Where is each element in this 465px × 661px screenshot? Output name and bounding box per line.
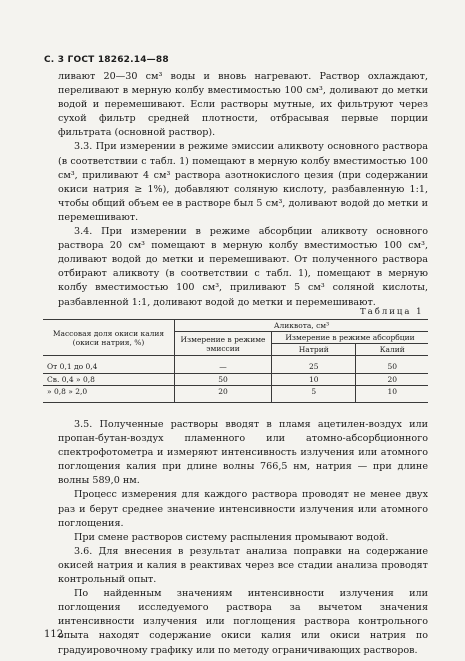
paragraph-measurement-repeat: Процесс измерения для каждого раствора проводят не менее двух раз и берут среднее значение интенсивности излучения или атомного поглощения. (58, 489, 428, 529)
col-header-aliquot: Аликвота, см³ (175, 320, 429, 332)
paragraph-continuation: ливают 20—30 см³ воды и вновь нагревают. Раствор охлаждают, переливают в мерную колбу вместимостью 100 см³, доливают до метки водой и перемешивают. Если растворы мутные, их фильтруют через сухой фильтр средней плотности, отбрасывая первые порции фильтрата (основной раствор). (58, 71, 428, 139)
text-block-top (58, 70, 428, 310)
table-row (43, 386, 428, 403)
paragraph-3-3: 3.3. При измерении в режиме эмиссии аликвоту основного раствора (в соответствии с табл. 1) помещают в мерную колбу вместимостью 100 см³, приливают 4 см³ раствора азотнокислого цезия (при содержании окиси натрия ≥ 1%), добавляют соляную кислоту, разбавленную 1:1, чтобы общий объем ее в растворе был 5 см³, доливают водой до метки и перемешивают. (58, 141, 428, 223)
cell-range: От 0,1 до 0,4 (43, 356, 175, 374)
table-row (43, 356, 428, 374)
cell-range: » 0,8 » 2,0 (43, 386, 175, 403)
paragraph-rinse: При смене растворов систему распыления промывают водой. (74, 531, 389, 543)
cell-sodium: 10 (272, 373, 356, 386)
cell-potassium: 10 (356, 386, 428, 403)
table-caption: Таблица 1 (360, 307, 424, 317)
cell-range: Св. 0,4 » 0,8 (43, 373, 175, 386)
col-header-emission: Измерение в режиме эмиссии (175, 332, 272, 356)
paragraph-calculation: По найденным значениям интенсивности излучения или поглощения исследуемого раствора за вычетом значения интенсивности излучения или поглощения раствора контрольного опыта находят содержание окиси калия или окиси натрия по градуировочному графику или по методу ограничивающих растворов. (58, 588, 428, 656)
page-header: С. 3 ГОСТ 18262.14—88 (44, 55, 169, 65)
cell-potassium: 20 (356, 373, 428, 386)
text-block-bottom (58, 418, 428, 658)
cell-emission: 50 (175, 373, 272, 386)
col-header-mass-fraction: Массовая доля окиси калия (окиси натрия, %) (43, 320, 175, 356)
paragraph-3-6: 3.6. Для внесения в результат анализа поправки на содержание окисей натрия и калия в реактивах через все стадии анализа проводят контрольный опыт. (58, 545, 428, 586)
cell-sodium: 25 (272, 356, 356, 374)
paragraph-3-5: 3.5. Полученные растворы вводят в пламя ацетилен-воздух или пропан-бутан-воздух пламенного или атомно-абсорбционного спектрофотометра и измеряют интенсивность излучения или атомного поглощения калия при длине волны 766,5 нм, натрия — при длине волны 589,0 нм. (58, 419, 428, 487)
paragraph-3-4: 3.4. При измерении в режиме абсорбции аликвоту основного раствора 20 см³ помещают в мерную колбу вместимостью 100 см³, доливают водой до метки и перемешивают. От полученного раствора отбирают аликвоту (в соответствии с табл. 1), помещают в мерную колбу вместимостью 100 см³, приливают 5 см³ соляной кислоты, разбавленной 1:1, доливают водой до метки и перемешивают. (58, 226, 428, 308)
col-header-absorption: Измерение в режиме абсорбции (272, 332, 429, 344)
table-row (43, 373, 428, 386)
cell-emission: 20 (175, 386, 272, 403)
cell-sodium: 5 (272, 386, 356, 403)
cell-emission: — (175, 356, 272, 374)
page-number: 112 (44, 629, 64, 640)
aliquot-table (43, 319, 428, 403)
col-header-sodium: Натрий (272, 344, 356, 356)
cell-potassium: 50 (356, 356, 428, 374)
col-header-potassium: Калий (356, 344, 428, 356)
